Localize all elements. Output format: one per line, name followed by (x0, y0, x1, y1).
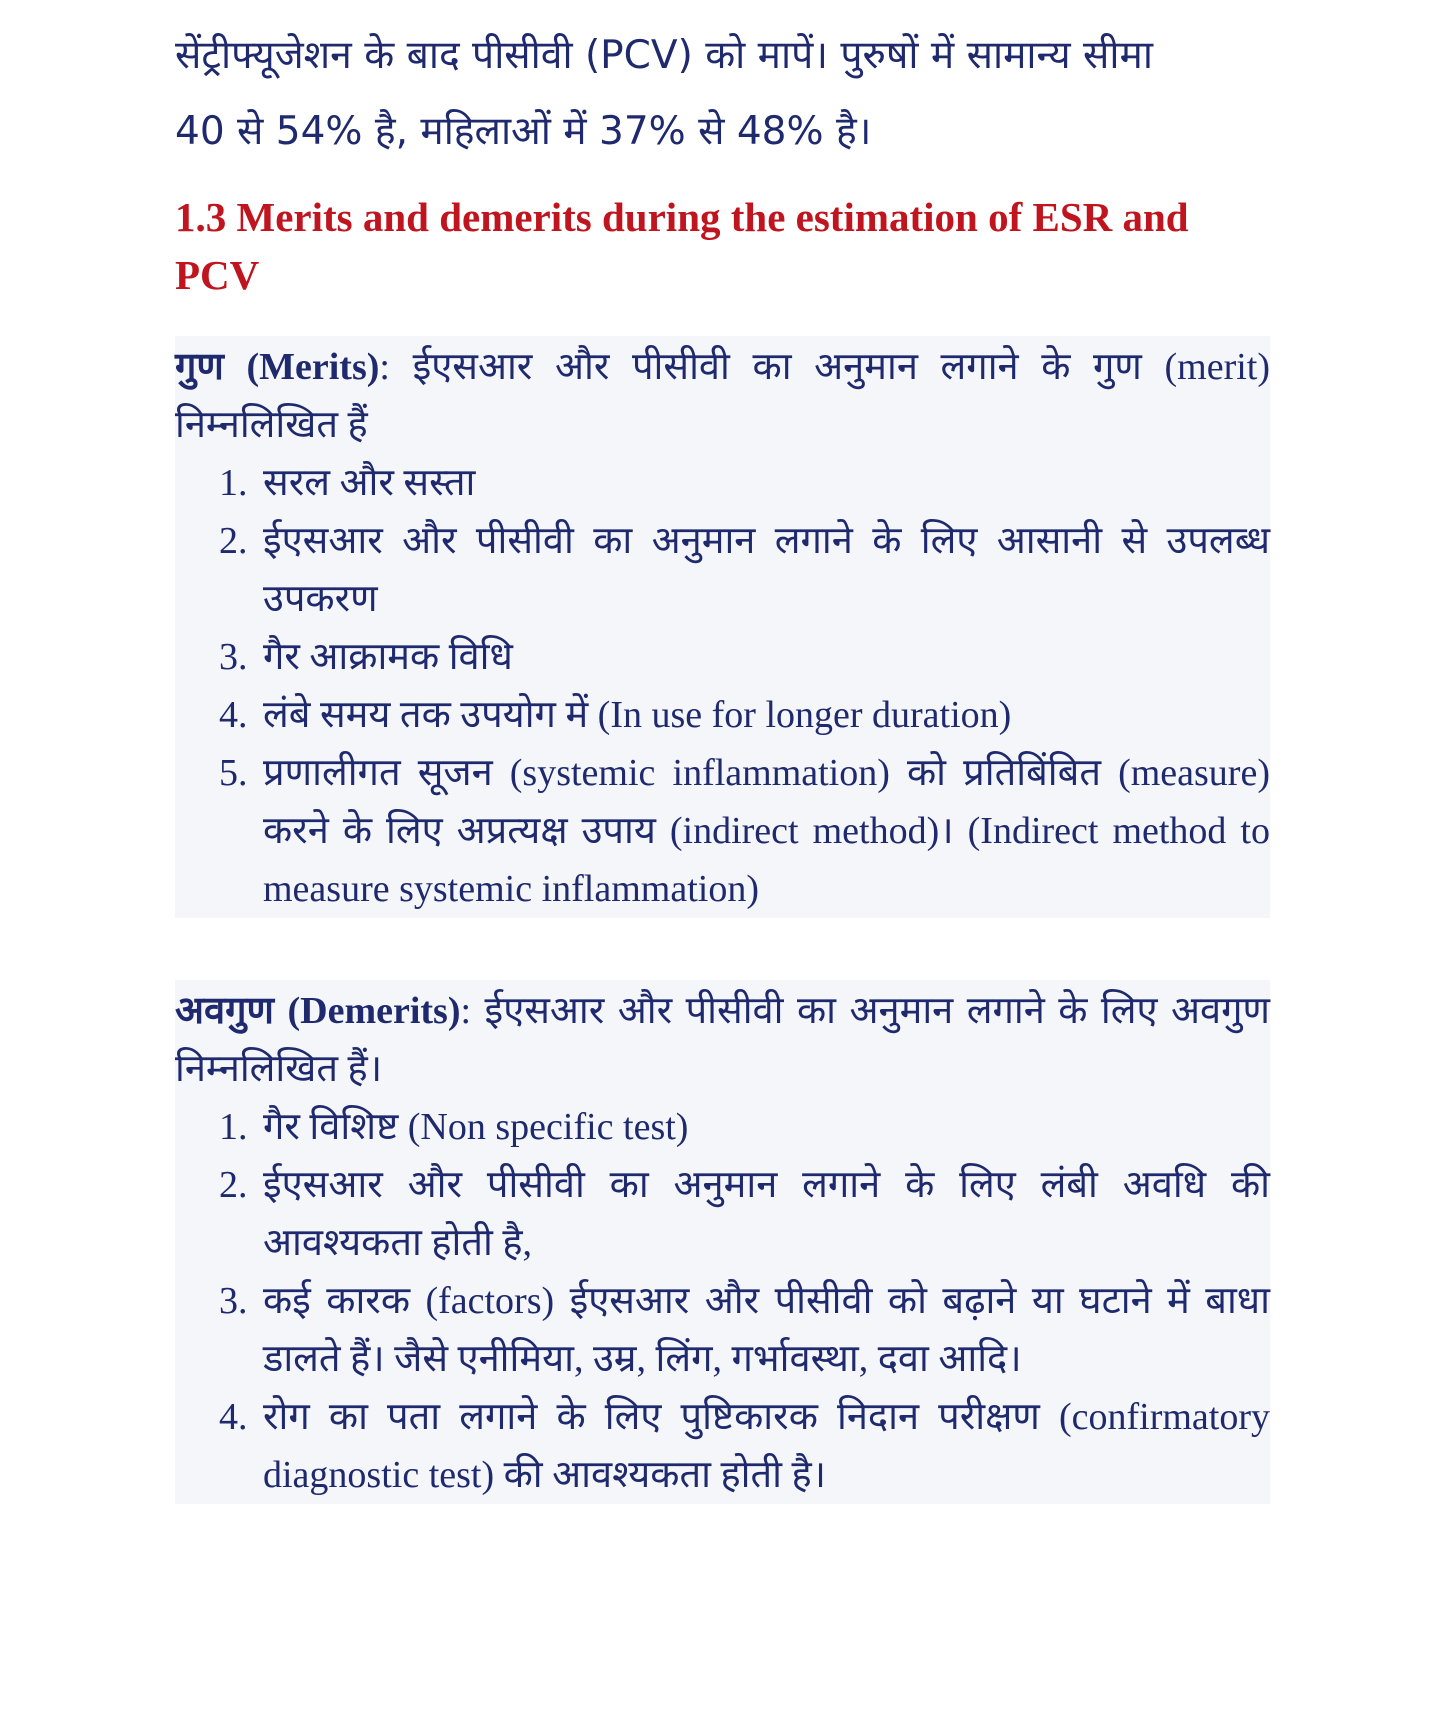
merits-item (219, 512, 1270, 628)
document-page (175, 18, 1270, 1504)
merits-item-number: 3. (219, 636, 248, 678)
demerits-item-number: 1. (219, 1106, 248, 1148)
demerits-item (219, 1098, 1270, 1156)
demerits-item-number: 3. (219, 1280, 248, 1322)
merits-item-text: सरल और सस्ता (263, 462, 476, 504)
merits-item-number: 2. (219, 520, 248, 562)
demerits-item-text: गैर विशिष्ट (Non specific test) (263, 1106, 689, 1148)
merits-item-text: लंबे समय तक उपयोग में (In use for longer duration) (263, 694, 1012, 736)
demerits-list (175, 1098, 1270, 1504)
demerits-item (219, 1272, 1270, 1388)
merits-lead (175, 336, 1270, 454)
merits-item-text: ईएसआर और पीसीवी का अनुमान लगाने के लिए आसानी से उपलब्ध उपकरण (263, 520, 1270, 620)
merits-item (219, 628, 1270, 686)
merits-item-number: 5. (219, 752, 248, 794)
merits-item-text: प्रणालीगत सूजन (systemic inflammation) को प्रतिबिंबित (measure) करने के लिए अप्रत्यक्ष उपाय (indirect method)। (Indirect method to measure systemic inflammation) (263, 752, 1270, 910)
demerits-item (219, 1156, 1270, 1272)
merits-item-number: 4. (219, 694, 248, 736)
demerits-lead (175, 980, 1270, 1098)
intro-line-1: सेंट्रीफ्यूजेशन के बाद पीसीवी (PCV) को मापें। पुरुषों में सामान्य सीमा (175, 33, 1153, 78)
merits-item-number: 1. (219, 462, 248, 504)
demerits-item-text: ईएसआर और पीसीवी का अनुमान लगाने के लिए लंबी अवधि की आवश्यकता होती है, (263, 1164, 1270, 1264)
merits-label-hindi: गुण (175, 346, 224, 388)
merits-label-english: (Merits) (246, 346, 380, 388)
merits-item (219, 744, 1270, 918)
demerits-section (175, 980, 1270, 1504)
demerits-label-hindi: अवगुण (175, 990, 275, 1032)
merits-item-text: गैर आक्रामक विधि (263, 636, 513, 678)
demerits-label-english: (Demerits) (287, 990, 461, 1032)
demerits-lead-text: : ईएसआर और पीसीवी का अनुमान लगाने के लिए अवगुण निम्नलिखित हैं। (175, 990, 1271, 1090)
demerits-item (219, 1388, 1270, 1504)
demerits-item-text: कई कारक (factors) ईएसआर और पीसीवी को बढ़ाने या घटाने में बाधा डालते हैं। जैसे एनीमिया, उम्र, लिंग, गर्भावस्था, दवा आदि। (263, 1280, 1270, 1380)
intro-paragraph (175, 18, 1270, 170)
merits-list (175, 454, 1270, 918)
section-heading: 1.3 Merits and demerits during the estimation of ESR and PCV (175, 194, 1189, 298)
merits-item (219, 686, 1270, 744)
intro-line-2: 40 से 54% है, महिलाओं में 37% से 48% है। (175, 109, 872, 154)
merits-section (175, 336, 1270, 918)
demerits-item-number: 2. (219, 1164, 248, 1206)
demerits-item-number: 4. (219, 1396, 248, 1438)
section-spacer (175, 918, 1270, 980)
merits-lead-text: : ईएसआर और पीसीवी का अनुमान लगाने के गुण (merit) निम्नलिखित हैं (175, 346, 1271, 446)
demerits-item-text: रोग का पता लगाने के लिए पुष्टिकारक निदान परीक्षण (confirmatory diagnostic test) की आवश्यकता होती है। (263, 1396, 1270, 1496)
merits-item (219, 454, 1270, 512)
